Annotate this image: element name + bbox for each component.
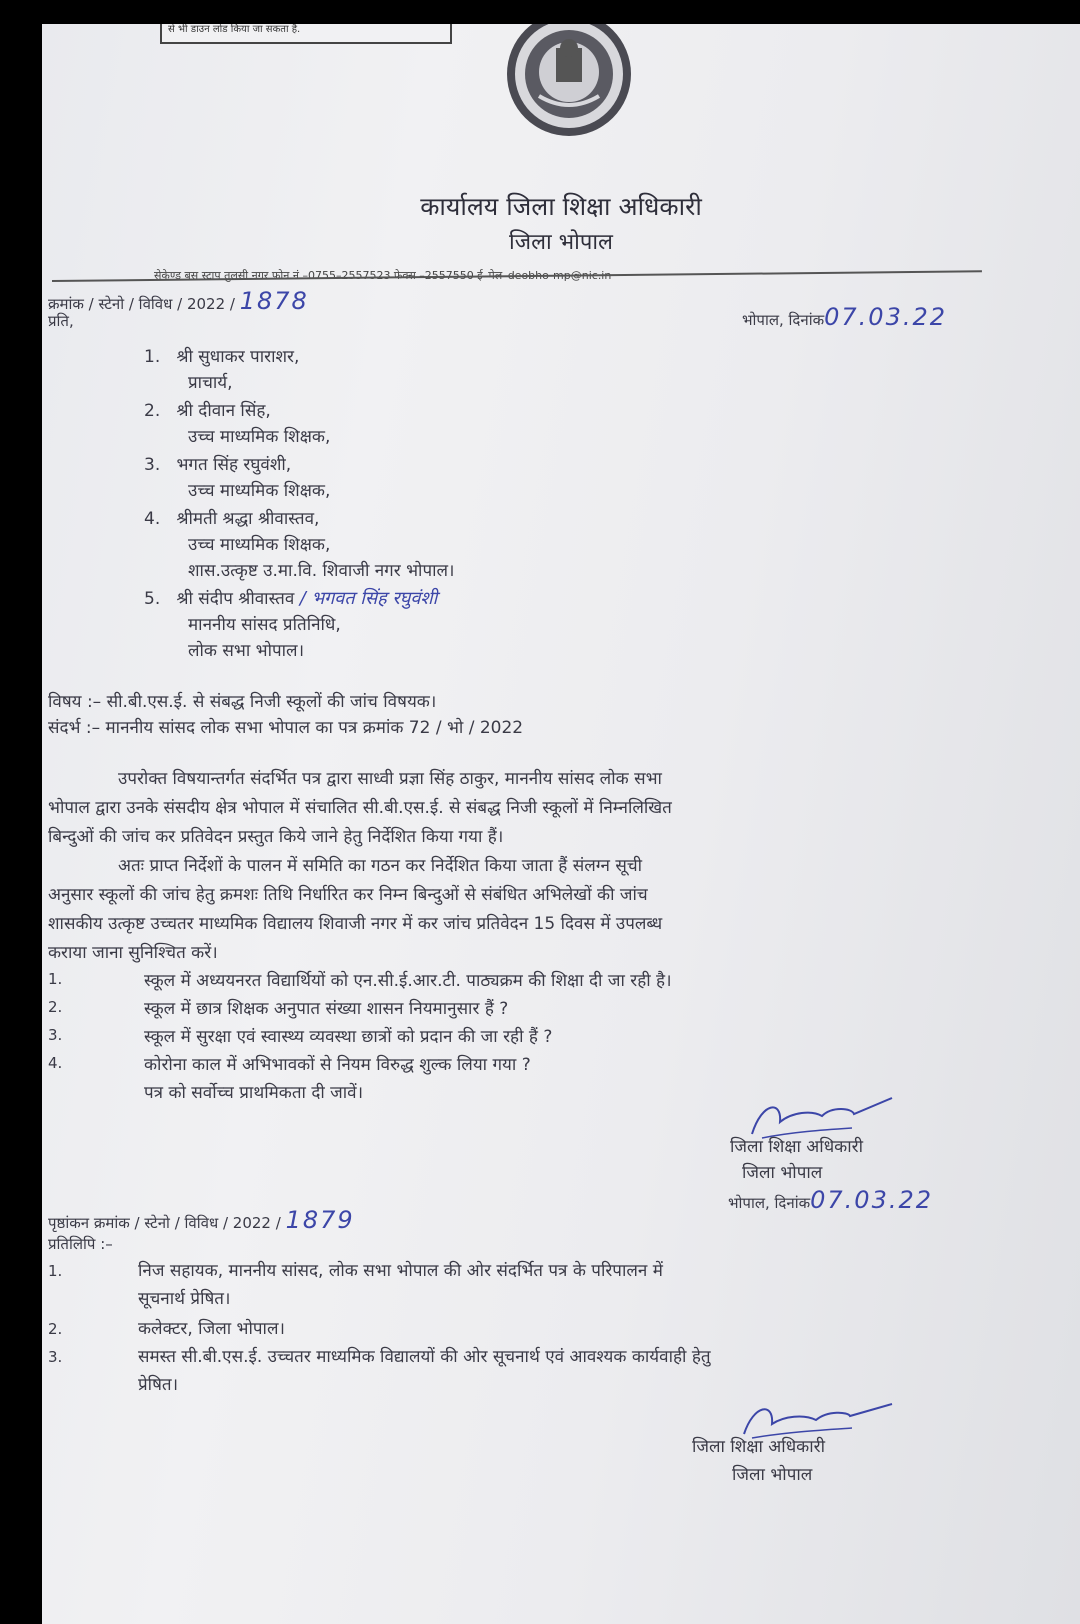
office-title: कार्यालय जिला शिक्षा अधिकारी: [420, 192, 702, 221]
recipient-4: 4. श्रीमती श्रद्धा श्रीवास्तव,: [144, 509, 320, 529]
reference-number: क्रमांक / स्टेनो / विविध / 2022 / 1878: [48, 287, 309, 315]
top-notice-box: [160, 24, 452, 44]
point-4-text: कोरोना काल में अभिभावकों से नियम विरुद्ध शुल्क लिया गया ?: [144, 1055, 531, 1075]
recipient-1-role: प्राचार्य,: [188, 373, 233, 393]
recipient-5-office: लोक सभा भोपाल।: [188, 641, 305, 661]
point-4-number: 4.: [48, 1054, 63, 1072]
body-para2-line1: अतः प्राप्त निर्देशों के पालन में समिति का गठन कर निर्देशित किया जाता हैं संलग्न सूची: [118, 856, 643, 876]
subject-line: विषय :– सी.बी.एस.ई. से संबद्ध निजी स्कूलों की जांच विषयक।: [48, 692, 437, 712]
signatory-2-title: जिला शिक्षा अधिकारी: [692, 1437, 825, 1457]
place-date: भोपाल, दिनांक07.03.22: [742, 303, 947, 331]
point-2-number: 2.: [48, 998, 63, 1016]
letter-page: [42, 24, 1080, 1624]
body-para2-line4: कराया जाना सुनिश्चित करें।: [48, 943, 218, 963]
office-address: सेकेण्ड बस स्टाप तुलसी नगर फोन नं.–0755–2557523 फेक्स –2557550 ई–मेल–deobho-mp@nic.in: [154, 269, 612, 282]
copy-3-line1: समस्त सी.बी.एस.ई. उच्चतर माध्यमिक विद्यालयों की ओर सूचनार्थ एवं आवश्यक कार्यवाही हेतु: [138, 1347, 711, 1367]
recipient-3: 3. भगत सिंह रघुवंशी,: [144, 455, 292, 475]
body-para1-line1: उपरोक्त विषयान्तर्गत संदर्भित पत्र द्वारा साध्वी प्रज्ञा सिंह ठाकुर, माननीय सांसद लोक सभा: [118, 769, 662, 789]
copy-3-number: 3.: [48, 1348, 63, 1366]
copy-2-number: 2.: [48, 1320, 63, 1338]
handwritten-correction: / भगवत सिंह रघुवंशी: [299, 588, 438, 609]
copy-1-line1: निज सहायक, माननीय सांसद, लोक सभा भोपाल की ओर संदर्भित पत्र के परिपालन में: [138, 1261, 663, 1281]
copy-3-line2: प्रेषित।: [138, 1375, 179, 1395]
body-para2-line3: शासकीय उत्कृष्ट उच्चतर माध्यमिक विद्यालय शिवाजी नगर में कर जांच प्रतिवेदन 15 दिवस में उपलब्ध: [48, 914, 663, 934]
point-2-text: स्कूल में छात्र शिक्षक अनुपात संख्या शासन नियमानुसार हैं ?: [144, 999, 509, 1019]
signatory-1-date: भोपाल, दिनांक07.03.22: [728, 1186, 933, 1214]
state-emblem-seal: [494, 24, 644, 144]
handwritten-date-2: 07.03.22: [810, 1186, 933, 1214]
handwritten-endorse-number: 1879: [285, 1206, 355, 1234]
recipient-5-role: माननीय सांसद प्रतिनिधि,: [188, 615, 341, 635]
body-para1-line2: भोपाल द्वारा उनके संसदीय क्षेत्र भोपाल में संचालित सी.बी.एस.ई. से संबद्ध निजी स्कूलों में निम्नलिखित: [48, 798, 672, 818]
signatory-1-district: जिला भोपाल: [742, 1163, 823, 1183]
body-para2-line2: अनुसार स्कूलों की जांच हेतु क्रमशः तिथि निर्धारित कर निम्न बिन्दुओं से संबंधित अभिलेखों की जांच: [48, 885, 648, 905]
recipient-4-school: शास.उत्कृष्ट उ.मा.वि. शिवाजी नगर भोपाल।: [188, 561, 455, 581]
recipient-2: 2. श्री दीवान सिंह,: [144, 401, 271, 421]
reference-line: संदर्भ :– माननीय सांसद लोक सभा भोपाल का पत्र क्रमांक 72 / भो / 2022: [48, 718, 524, 738]
signatory-1-title: जिला शिक्षा अधिकारी: [730, 1137, 863, 1157]
recipient-1: 1. श्री सुधाकर पाराशर,: [144, 347, 300, 367]
handwritten-number: 1878: [239, 287, 309, 315]
pratilipi-label: प्रतिलिपि :–: [48, 1235, 113, 1253]
recipient-3-role: उच्च माध्यमिक शिक्षक,: [188, 481, 331, 501]
prati-label: प्रति,: [48, 312, 74, 330]
copy-1-number: 1.: [48, 1262, 63, 1280]
top-notice-text: से भी डाउन लोड किया जा सकता है.: [168, 24, 301, 35]
body-para1-line3: बिन्दुओं की जांच कर प्रतिवेदन प्रस्तुत किये जाने हेतु निर्देशित किया गया हैं।: [48, 827, 504, 847]
point-3-number: 3.: [48, 1026, 63, 1044]
point-3-text: स्कूल में सुरक्षा एवं स्वास्थ्य व्यवस्था छात्रों को प्रदान की जा रही हैं ?: [144, 1027, 553, 1047]
signatory-2-district: जिला भोपाल: [732, 1465, 813, 1485]
point-1-text: स्कूल में अध्ययनरत विद्यार्थियों को एन.सी.ई.आर.टी. पाठ्यक्रम की शिक्षा दी जा रही है।: [144, 971, 672, 991]
handwritten-date: 07.03.22: [824, 303, 947, 331]
priority-line: पत्र को सर्वोच्च प्राथमिकता दी जावें।: [144, 1083, 364, 1103]
recipient-2-role: उच्च माध्यमिक शिक्षक,: [188, 427, 331, 447]
point-1-number: 1.: [48, 970, 63, 988]
copy-1-line2: सूचनार्थ प्रेषित।: [138, 1289, 231, 1309]
recipient-4-role: उच्च माध्यमिक शिक्षक,: [188, 535, 331, 555]
endorsement-number: पृष्ठांकन क्रमांक / स्टेनो / विविध / 2022 / 1879: [48, 1206, 355, 1234]
office-district: जिला भोपाल: [509, 230, 613, 255]
recipient-5: 5. श्री संदीप श्रीवास्तव / भगवत सिंह रघुवंशी: [144, 588, 438, 609]
copy-2-line1: कलेक्टर, जिला भोपाल।: [138, 1319, 285, 1339]
